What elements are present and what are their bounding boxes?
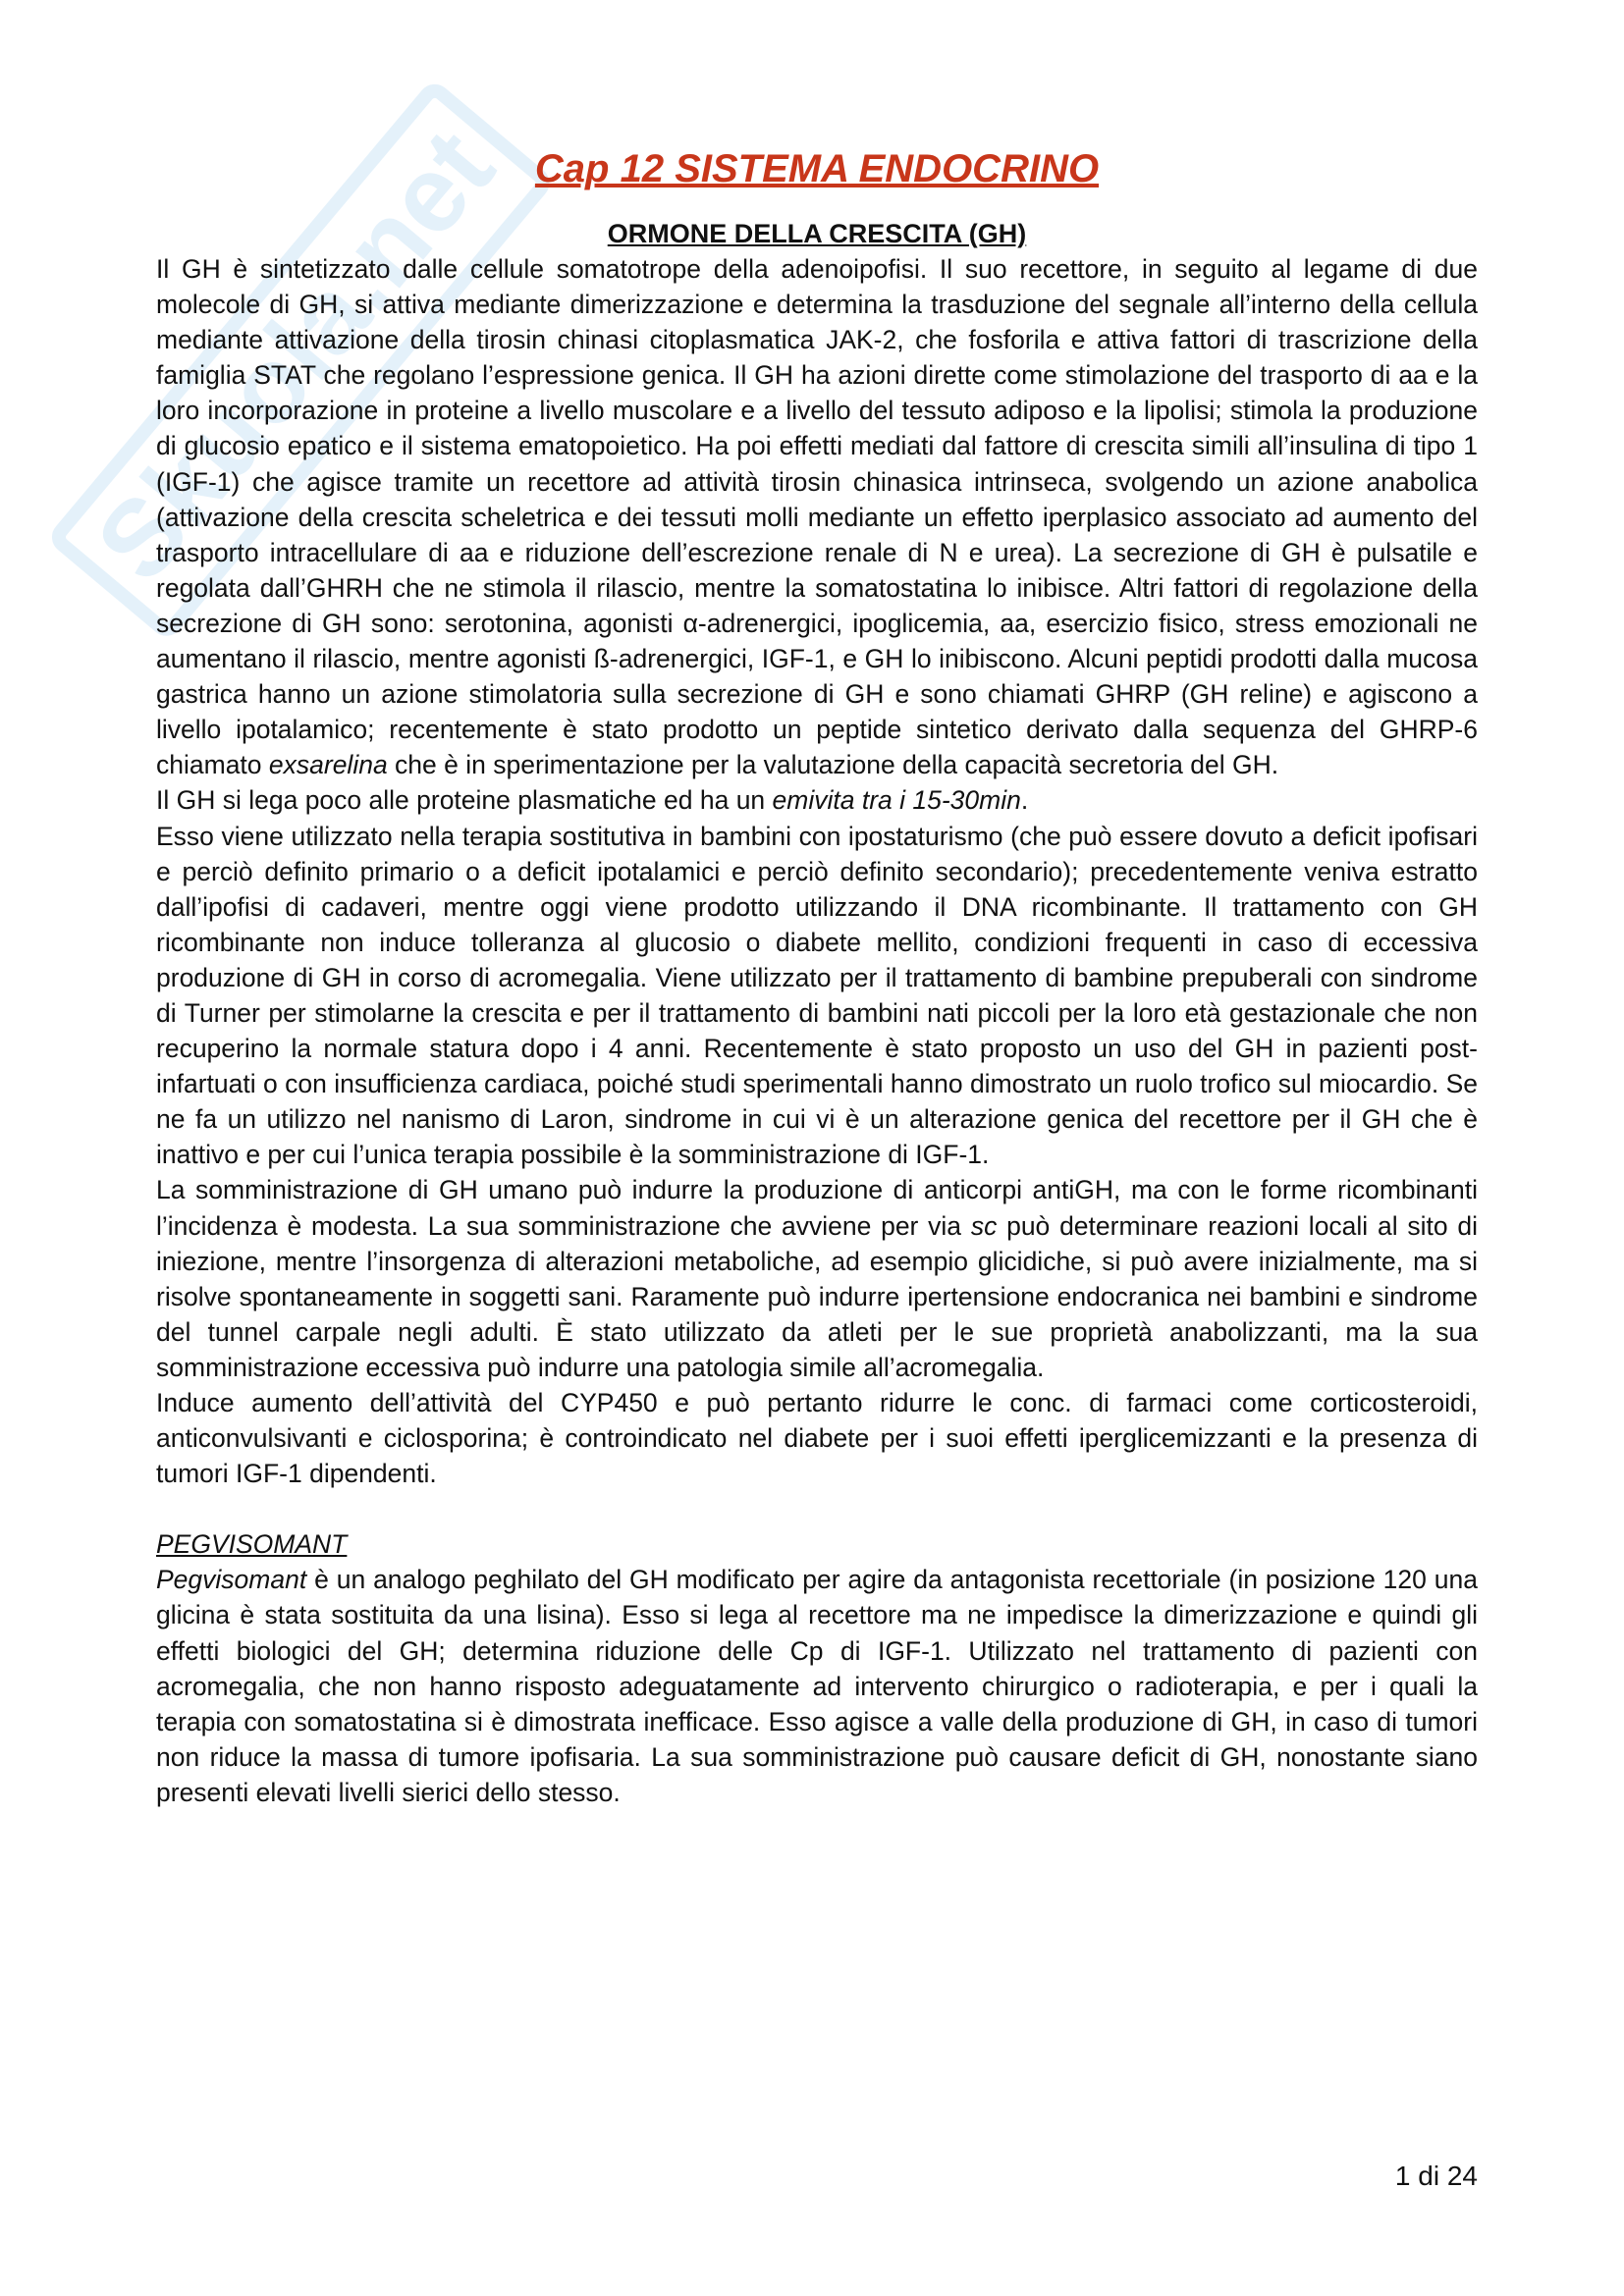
pegvisomant-heading: PEGVISOMANT <box>156 1529 348 1560</box>
gh-paragraph-2-text-b: . <box>1020 785 1029 816</box>
gh-paragraph-1-italic: exsarelina <box>268 750 388 780</box>
pegvisomant-italic: Pegvisomant <box>156 1565 307 1595</box>
pegvisomant-text: è un analogo peghilato del GH modificato per agire da antagonista recettoriale (in posizione 120 una glicina è stata sostituita da una lisina). Esso si lega al recettore ma ne impedisce la dimerizzazione e quindi gli effetti biologici del GH; determina riduzione delle Cp di IGF-1. Utilizzato nel trattamento di pazienti con acromegalia, che non hanno risposto adeguatamente ad intervento chirurgico o radioterapia, e per i quali la terapia con somatostatina si è dimostrata inefficace. Esso agisce a valle della produzione di GH, in caso di tumori non riduce la massa di tumore ipofisaria. La sua somministrazione può causare deficit di GH, nonostante siano presenti elevati livelli sierici dello stesso. <box>156 1565 1478 1807</box>
gh-paragraph-4-italic: sc <box>970 1210 998 1241</box>
gh-paragraph-4 <box>156 1172 1478 1385</box>
svg-text:Skuola.net: Skuola.net <box>73 107 517 604</box>
gh-paragraph-2-italic: emivita tra i 15-30min <box>772 785 1021 816</box>
gh-paragraph-4-text-a: La somministrazione di GH umano può indurre la produzione di anticorpi antiGH, ma con le forme ricombinanti l’incidenza è modesta. La sua somministrazione che avviene per via <box>156 1175 1478 1241</box>
gh-paragraph-2-text-a: Il GH si lega poco alle proteine plasmatiche ed ha un <box>156 785 773 816</box>
gh-paragraph-1 <box>156 251 1478 782</box>
section-heading-gh: ORMONE DELLA CRESCITA (GH) <box>607 219 1027 248</box>
gh-paragraph-2 <box>156 782 1478 818</box>
gh-paragraph-1-text-a: Il GH è sintetizzato dalle cellule somatotrope della adenoipofisi. Il suo recettore, in seguito al legame di due molecole di GH, si attiva mediante dimerizzazione e determina la trasduzione del segnale all’interno della cellula mediante attivazione della tirosin chinasi citoplasmatica JAK-2, che fosforila e attiva fattori di trascrizione della famiglia STAT che regolano l’espressione genica. Il GH ha azioni dirette come stimolazione del trasporto di aa e la loro incorporazione in proteine a livello muscolare e a livello del tessuto adiposo e la lipolisi; stimola la produzione di glucosio epatico e il sistema ematopoietico. Ha poi effetti mediati dal fattore di crescita simili all’insulina di tipo 1 (IGF-1) che agisce tramite un recettore ad attività tirosin chinasica intrinseca, svolgendo un azione anabolica (attivazione della crescita scheletrica e dei tessuti molli mediante un effetto iperplasico associato ad aumento del trasporto intracellulare di aa e riduzione dell’escrezione renale di N e urea). La secrezione di GH è pulsatile e regolata dall’GHRH che ne stimola il rilascio, mentre la somatostatina lo inibisce. Altri fattori di regolazione della secrezione di GH sono: serotonina, agonisti α-adrenergici, ipoglicemia, aa, esercizio fisico, stress emozionali ne aumentano il rilascio, mentre agonisti ß-adrenergici, IGF-1, e GH lo inibiscono. Alcuni peptidi prodotti dalla mucosa gastrica hanno un azione stimolatoria sulla secrezione di GH e sono chiamati GHRP (GH reline) e agiscono a livello ipotalamico; recentemente è stato prodotto un peptide sintetico derivato dalla sequenza del GHRP-6 chiamato <box>156 254 1478 780</box>
paragraph-spacer <box>156 1491 1478 1526</box>
gh-paragraph-1-text-b: che è in sperimentazione per la valutazione della capacità secretoria del GH. <box>387 750 1279 780</box>
pegvisomant-paragraph <box>156 1562 1478 1810</box>
document-title: Cap 12 SISTEMA ENDOCRINO <box>534 147 1100 190</box>
page-number: 1 di 24 <box>1394 2161 1478 2191</box>
gh-paragraph-4-text-b: può determinare reazioni locali al sito di iniezione, mentre l’insorgenza di alterazioni metaboliche, ad esempio glicidiche, si può avere inizialmente, ma si risolve spontaneamente in soggetti sani. Raramente può indurre ipertensione endocranica nei bambini e sindrome del tunnel carpale negli adulti. È stato utilizzato da atleti per le sue proprietà anabolizzanti, ma la sua somministrazione eccessiva può indurre una patologia simile all’acromegalia. <box>156 1210 1478 1382</box>
gh-paragraph-5: Induce aumento dell’attività del CYP450 e può pertanto ridurre le conc. di farmaci come corticosteroidi, anticonvulsivanti e ciclosporina; è controindicato nel diabete per i suoi effetti iperglicemizzanti e la presenza di tumori IGF-1 dipendenti. <box>156 1388 1478 1489</box>
document-page <box>156 147 1478 1810</box>
gh-paragraph-3: Esso viene utilizzato nella terapia sostitutiva in bambini con ipostaturismo (che può essere dovuto a deficit ipofisari e perciò definito primario o a deficit ipotalamici e perciò definito secondario); precedentemente veniva estratto dall’ipofisi di cadaveri, mentre oggi viene prodotto utilizzando il DNA ricombinante. Il trattamento con GH ricombinante non induce tolleranza al glucosio o diabete mellito, condizioni frequenti in caso di eccessiva produzione di GH in corso di acromegalia. Viene utilizzato per il trattamento di bambine prepuberali con sindrome di Turner per stimolarne la crescita e per il trattamento di bambini nati piccoli per la loro età gestazionale che non recuperino la normale statura dopo i 4 anni. Recentemente è stato proposto un uso del GH in pazienti post-infartuati o con insufficienza cardiaca, poiché studi sperimentali hanno dimostrato un ruolo trofico sul miocardio. Se ne fa un utilizzo nel nanismo di Laron, sindrome in cui vi è un alterazione genica del recettore per il GH che è inattivo e per cui l’unica terapia possibile è la somministrazione di IGF-1. <box>156 821 1478 1170</box>
